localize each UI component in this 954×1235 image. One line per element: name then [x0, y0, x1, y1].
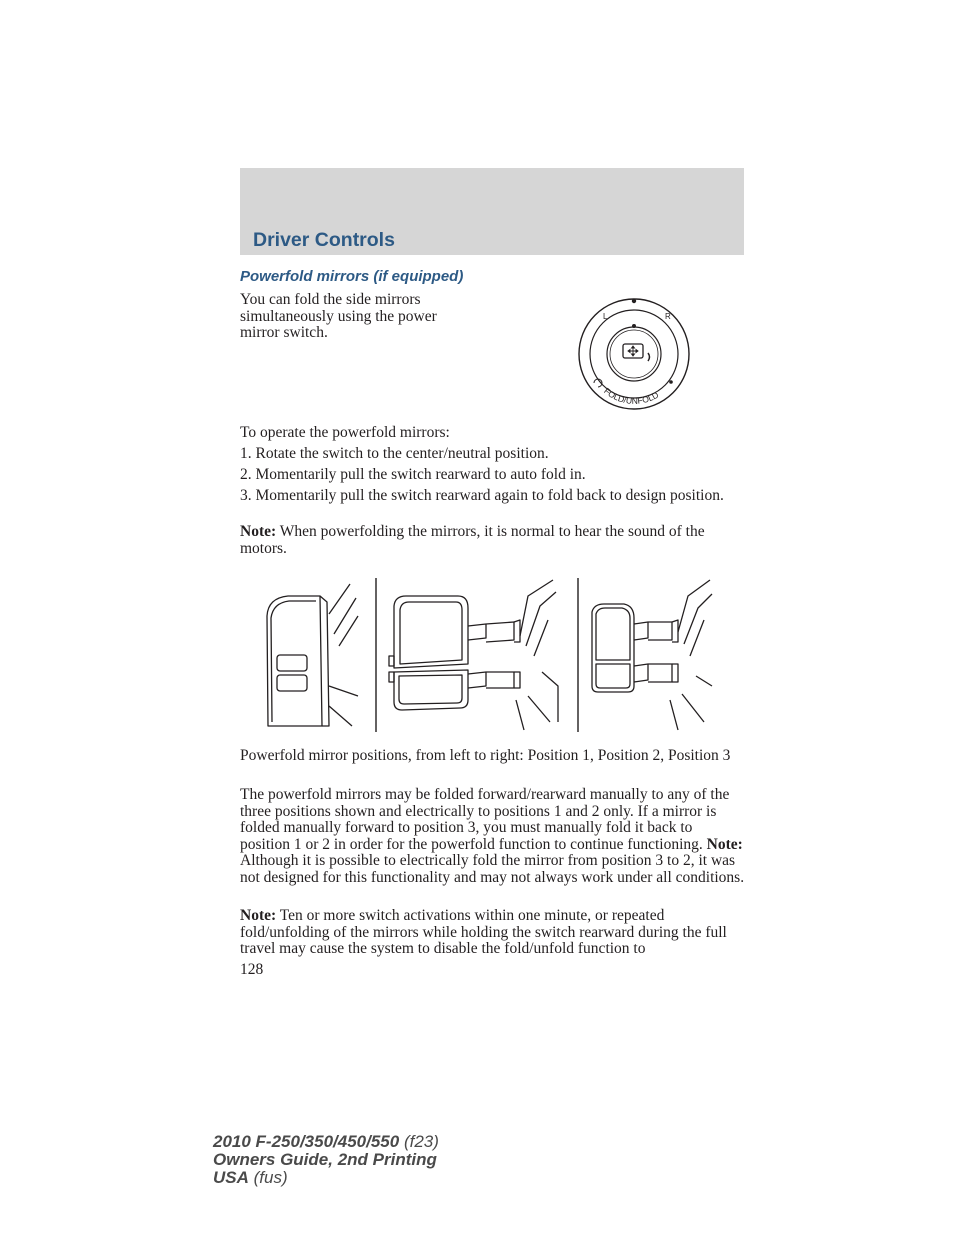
driver-mirror-icon [648, 353, 650, 361]
note-1 [240, 524, 746, 557]
section-title: Driver Controls [253, 229, 395, 251]
paragraph-manual-folding [240, 787, 746, 886]
page-number: 128 [240, 961, 264, 978]
note-1-label: Note: [240, 523, 277, 540]
subheading: Powerfold mirrors (if equipped) [240, 268, 464, 285]
power-mirror-switch-illustration [572, 290, 700, 416]
step-2: 2. Momentarily pull the switch rearward to auto fold in. [240, 466, 586, 483]
note-2 [240, 908, 746, 958]
figure-caption: Powerfold mirror positions, from left to right: Position 1, Position 2, Position 3 [240, 747, 731, 764]
paragraph-manual-folding-note-label: Note: [706, 835, 743, 853]
footer-model-code: (f23) [399, 1132, 439, 1151]
switch-fold-label: FOLD/UNFOLD [602, 385, 661, 406]
operate-intro: To operate the powerfold mirrors: [240, 424, 450, 441]
mirror-position-1 [267, 584, 358, 726]
footer-line-1 [213, 1133, 439, 1151]
mirror-position-3 [592, 580, 712, 730]
mirror-position-2 [389, 580, 558, 730]
mirror-positions-illustration [258, 576, 714, 734]
switch-right-label: R [665, 312, 671, 321]
footer-line-3 [213, 1169, 439, 1187]
paragraph-manual-folding-text-b: Although it is possible to electrically fold the mirror from position 3 to 2, it was not designed for this functionality and may not always work under all conditions. [240, 852, 745, 886]
footer-market-code: (fus) [248, 1168, 288, 1187]
step-3: 3. Momentarily pull the switch rearward again to fold back to design position. [240, 487, 724, 504]
intro-paragraph: You can fold the side mirrors simultaneously using the power mirror switch. [240, 291, 437, 341]
footer-line-2: Owners Guide, 2nd Printing [213, 1150, 437, 1169]
paragraph-manual-folding-text-a: The powerfold mirrors may be folded forward/rearward manually to any of the three positions shown and electrically to positions 1 and 2 only. If a mirror is folded manually forward to position 3, you must manually fold it back to position 1 or 2 in order for the powerfold function to continue functioning. [240, 786, 730, 853]
note-1-text: When powerfolding the mirrors, it is normal to hear the sound of the motors. [240, 523, 705, 557]
note-2-label: Note: [240, 907, 277, 924]
footer-model: 2010 F-250/350/450/550 [213, 1132, 400, 1151]
footer [213, 1133, 439, 1187]
step-1: 1. Rotate the switch to the center/neutral position. [240, 445, 549, 462]
footer-market: USA [213, 1168, 249, 1187]
note-2-text: Ten or more switch activations within one minute, or repeated fold/unfolding of the mirrors while holding the switch rearward during the full travel may cause the system to disable the fold/unfold function to [240, 907, 727, 957]
switch-left-label: L [603, 312, 608, 321]
